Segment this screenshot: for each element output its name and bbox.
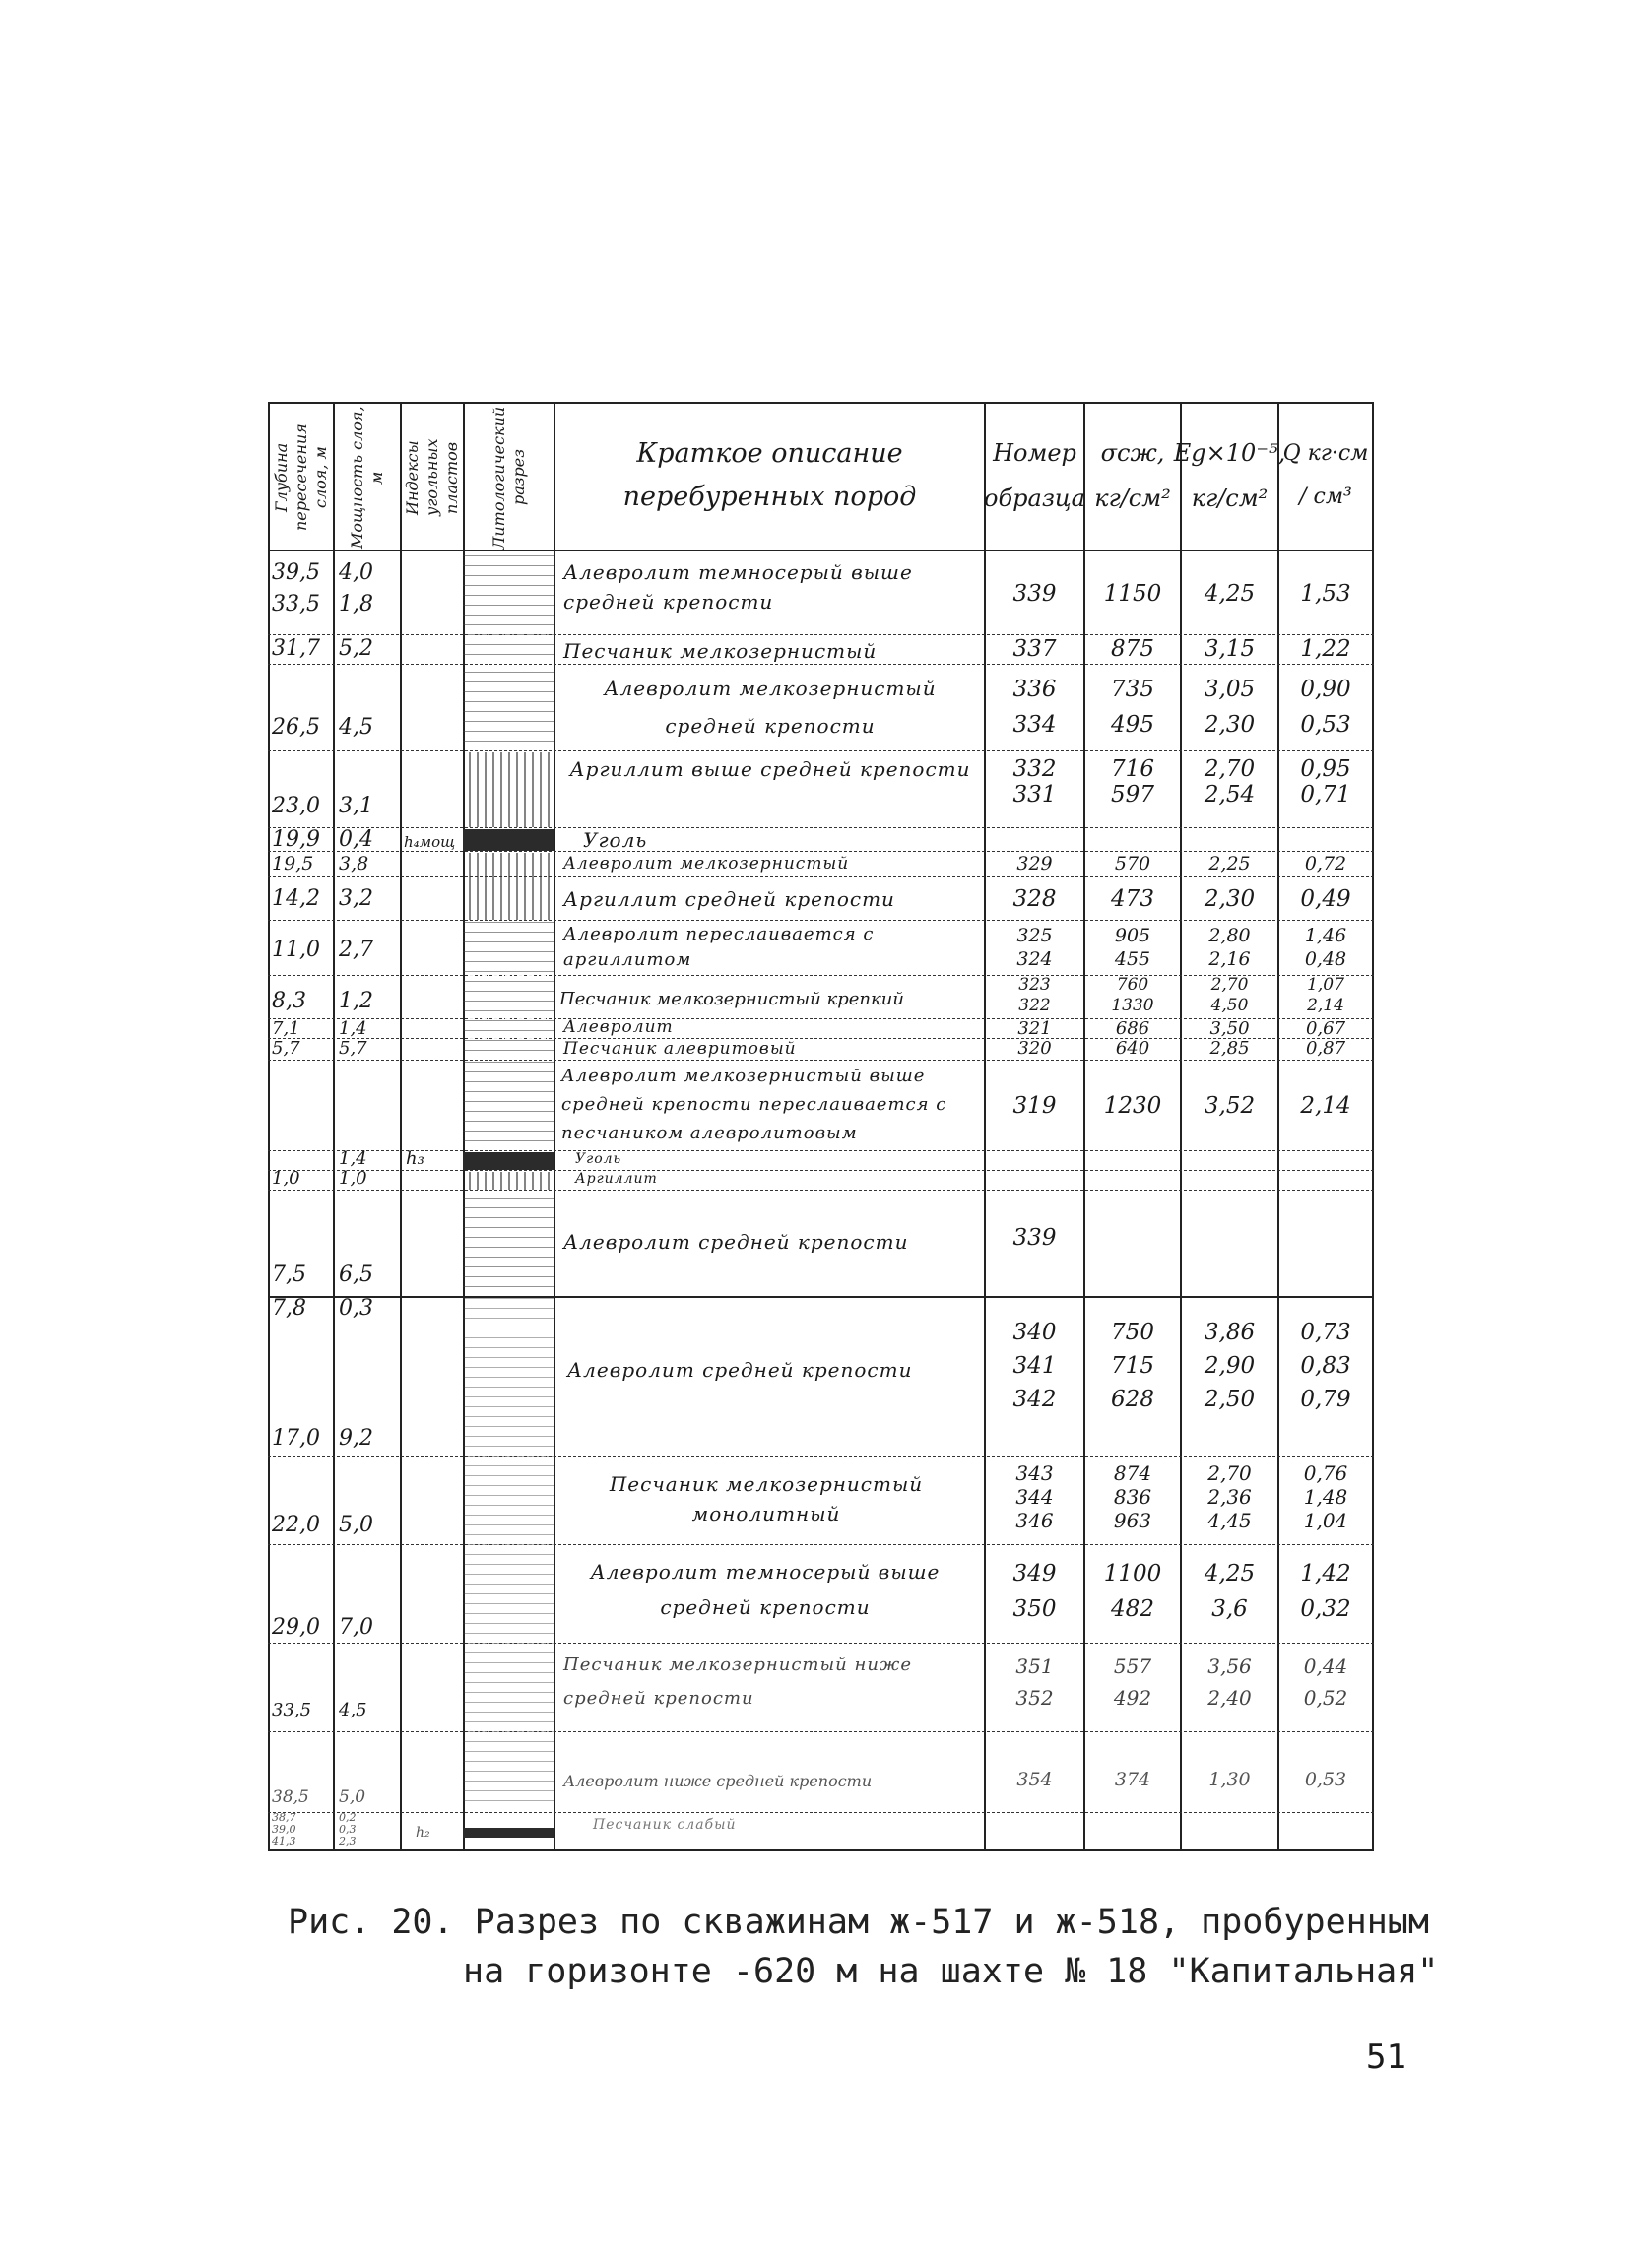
q-cell: 1,22 <box>1300 636 1351 662</box>
strength-cell: 1150 <box>1103 581 1162 607</box>
description-cell: Аргиллит средней крепости <box>563 887 895 911</box>
strength-cell: 570 <box>1114 853 1151 875</box>
thickness-cell: 5,7 <box>339 1038 367 1059</box>
figure-caption <box>288 1898 1438 1996</box>
header-thickness: Мощность слоя, м <box>348 406 386 550</box>
thickness-cell: 6,5 <box>339 1263 373 1287</box>
thickness-cell: 2,7 <box>339 938 373 962</box>
header-lithology: Литологический разрез <box>489 406 528 550</box>
description-cell: Алевролит переслаивается с аргиллитом <box>563 924 875 970</box>
sample-cell: 340 341 342 <box>1012 1320 1057 1412</box>
divider <box>1277 402 1279 1851</box>
strength-cell: 1100 482 <box>1103 1561 1162 1622</box>
divider <box>1083 402 1085 1851</box>
thickness-cell: 3,1 <box>339 794 373 818</box>
lithology-coal <box>463 1828 554 1838</box>
description-cell: Алевролит мелкозернистый <box>563 854 850 874</box>
depth-cell: 22,0 <box>272 1513 320 1537</box>
lithology-mudstone <box>463 1172 554 1190</box>
depth-cell: 1,0 <box>272 1168 300 1189</box>
q-cell: 1,42 0,32 <box>1300 1561 1351 1622</box>
sample-cell: 329 <box>1016 853 1053 875</box>
q-cell: 0,76 1,48 1,04 <box>1303 1461 1348 1532</box>
strength-cell: 735 495 <box>1111 677 1154 738</box>
sample-cell: 339 <box>1012 581 1057 607</box>
q-cell: 0,87 <box>1305 1038 1346 1059</box>
depth-cell: 5,7 <box>272 1038 300 1059</box>
depth-cell: 33,5 <box>272 1700 312 1720</box>
lithology-coal <box>463 1152 554 1170</box>
thickness-cell: 5,0 <box>339 1513 373 1537</box>
description-cell: Песчаник слабый <box>593 1817 737 1833</box>
q-cell: 0,95 0,71 <box>1300 756 1351 808</box>
description-cell: Уголь <box>575 1151 622 1167</box>
sample-cell: 321 <box>1017 1018 1052 1039</box>
modulus-cell: 3,52 <box>1204 1093 1256 1119</box>
depth-cell: 38,5 <box>272 1787 309 1807</box>
modulus-cell: 3,56 2,40 <box>1207 1654 1252 1710</box>
thickness-cell: 1,2 <box>339 989 373 1013</box>
description-cell: Алевролит <box>563 1017 674 1037</box>
divider <box>984 402 986 1851</box>
modulus-cell: 4,25 3,6 <box>1204 1561 1256 1622</box>
seam-index-cell: h₂ <box>416 1825 430 1841</box>
depth-cell: 8,3 <box>272 989 306 1013</box>
modulus-cell: 3,05 2,30 <box>1204 677 1256 738</box>
sample-cell: 337 <box>1012 636 1057 662</box>
q-cell: 0,53 <box>1304 1769 1347 1790</box>
lithology-siltstone <box>463 1192 554 1296</box>
description-cell: Алевролит средней крепости <box>567 1358 913 1382</box>
thickness-cell: 5,0 <box>339 1787 366 1807</box>
strength-cell: 905 455 <box>1114 925 1151 970</box>
lithology-mudstone <box>463 752 554 827</box>
header-strength: σсж, кг/см² <box>1094 439 1171 512</box>
lithology-siltstone <box>463 551 554 664</box>
strength-cell: 716 597 <box>1111 756 1154 808</box>
description-cell: Песчаник мелкозернистый ниже средней крепости <box>563 1654 913 1709</box>
divider <box>400 402 402 1851</box>
description-cell: Алевролит мелкозернистый средней крепости <box>604 677 937 738</box>
caption-line: Рис. 20. Разрез по скважинам ж-517 и ж-518, пробуренным <box>288 1903 1429 1942</box>
strength-cell: 1230 <box>1103 1093 1162 1119</box>
depth-cell: 39,5 33,5 <box>272 560 320 616</box>
thickness-cell: 1,4 <box>339 1148 367 1169</box>
lithology-siltstone <box>463 1062 554 1150</box>
strength-cell: 686 <box>1115 1018 1150 1039</box>
divider <box>554 402 555 1851</box>
strength-cell: 760 1330 <box>1111 975 1154 1015</box>
thickness-cell: 0,3 <box>339 1296 373 1321</box>
q-cell: 0,67 <box>1305 1018 1346 1039</box>
description-cell: Песчаник мелкозернистый крепкий <box>559 989 904 1009</box>
sample-cell: 354 <box>1016 1769 1053 1790</box>
depth-cell: 7,5 <box>272 1263 306 1287</box>
page-number: 51 <box>1366 2038 1406 2077</box>
description-cell: Алевролит средней крепости <box>563 1230 909 1254</box>
modulus-cell: 2,25 <box>1208 853 1251 875</box>
lithology-coal <box>463 829 554 851</box>
header-sample: Номер образца <box>984 439 1085 512</box>
modulus-cell: 2,70 2,54 <box>1204 756 1256 808</box>
depth-cell: 29,0 <box>272 1615 320 1640</box>
header-modulus: Eg×10⁻⁵, кг/см² <box>1173 439 1286 512</box>
sample-cell: 332 331 <box>1012 756 1057 808</box>
depth-cell: 19,9 <box>272 827 320 852</box>
modulus-cell: 3,86 2,90 2,50 <box>1204 1320 1256 1412</box>
description-cell: Песчаник алевритовый <box>563 1039 797 1059</box>
header-depth: Глубина пересечения слоя, м <box>272 423 330 532</box>
sample-cell: 336 334 <box>1012 677 1057 738</box>
q-cell: 0,44 0,52 <box>1303 1654 1348 1710</box>
q-cell: 0,72 <box>1304 853 1347 875</box>
modulus-cell: 2,70 4,50 <box>1210 975 1249 1015</box>
depth-cell: 26,5 <box>272 715 320 740</box>
thickness-cell: 3,8 <box>339 853 369 875</box>
description-cell: Аргиллит <box>575 1171 658 1187</box>
modulus-cell: 2,80 2,16 <box>1208 925 1251 970</box>
depth-cell: 14,2 <box>272 886 320 911</box>
sample-cell: 328 <box>1012 886 1057 912</box>
thickness-cell: 1,0 <box>339 1168 367 1189</box>
divider <box>1180 402 1182 1851</box>
caption-line: на горизонте -620 м на шахте № 18 "Капитальная" <box>463 1952 1439 1991</box>
thickness-cell: 4,0 1,8 <box>339 560 373 616</box>
modulus-cell: 4,25 <box>1204 581 1256 607</box>
modulus-cell: 1,30 <box>1208 1769 1251 1790</box>
strength-cell: 557 492 <box>1113 1654 1152 1710</box>
strength-cell: 640 <box>1115 1038 1150 1059</box>
lithology-siltstone <box>463 922 554 1060</box>
header-rule <box>268 550 1374 551</box>
sample-cell: 319 <box>1012 1093 1057 1119</box>
q-cell: 1,07 2,14 <box>1307 975 1344 1015</box>
strength-cell: 374 <box>1114 1769 1151 1790</box>
sample-cell: 323 322 <box>1018 975 1051 1015</box>
modulus-cell: 2,70 2,36 4,45 <box>1207 1461 1252 1532</box>
q-cell: 1,46 0,48 <box>1304 925 1347 970</box>
description-cell: Алевролит мелкозернистый выше средней крепости переслаивается с песчаником алевролитовым <box>561 1066 947 1143</box>
lithology-siltstone <box>463 1298 554 1810</box>
strength-cell: 473 <box>1111 886 1154 912</box>
depth-cell: 19,5 <box>272 853 314 875</box>
depth-cell: 7,1 <box>272 1018 300 1039</box>
lithology-mudstone <box>463 853 554 920</box>
thickness-cell: 0,2 0,3 2,3 <box>339 1811 357 1847</box>
modulus-cell: 2,85 <box>1209 1038 1250 1059</box>
depth-cell: 11,0 <box>272 938 320 962</box>
q-cell: 0,73 0,83 0,79 <box>1300 1320 1351 1412</box>
sample-cell: 351 352 <box>1015 1654 1054 1710</box>
thickness-cell: 9,2 <box>339 1426 373 1451</box>
description-cell: Алевролит темносерый выше средней крепости <box>563 560 913 614</box>
sample-cell: 325 324 <box>1016 925 1053 970</box>
thickness-cell: 1,4 <box>339 1018 367 1039</box>
modulus-cell: 3,15 <box>1204 636 1256 662</box>
thickness-cell: 7,0 <box>339 1615 373 1640</box>
sample-cell: 349 350 <box>1012 1561 1057 1622</box>
q-cell: 1,53 <box>1300 581 1351 607</box>
strength-cell: 750 715 628 <box>1111 1320 1154 1412</box>
thickness-cell: 0,4 <box>339 827 373 852</box>
header-q: Q кг·см / см³ <box>1282 441 1369 509</box>
description-cell: Аргиллит выше средней крепости <box>569 757 971 781</box>
header-seam-index: Индексы угольных пластов <box>403 438 461 517</box>
lithology-siltstone <box>463 666 554 750</box>
q-cell: 0,49 <box>1300 886 1351 912</box>
modulus-cell: 3,50 <box>1209 1018 1250 1039</box>
depth-cell: 23,0 <box>272 794 320 818</box>
thickness-cell: 4,5 <box>339 715 373 740</box>
strength-cell: 874 836 963 <box>1113 1461 1152 1532</box>
divider <box>333 402 335 1851</box>
sample-cell: 339 <box>1012 1225 1057 1251</box>
depth-cell: 38,7 39,0 41,3 <box>272 1811 296 1847</box>
q-cell: 2,14 <box>1300 1093 1351 1119</box>
depth-cell: 7,8 <box>272 1296 306 1321</box>
depth-cell: 17,0 <box>272 1426 320 1451</box>
modulus-cell: 2,30 <box>1204 886 1256 912</box>
depth-cell: 31,7 <box>272 636 320 661</box>
section-table <box>268 402 1374 1851</box>
header-description: Краткое описание перебуренных пород <box>622 438 917 512</box>
seam-index-cell: h₃ <box>406 1148 424 1169</box>
thickness-cell: 5,2 <box>339 636 373 661</box>
thickness-cell: 3,2 <box>339 886 373 911</box>
q-cell: 0,90 0,53 <box>1300 677 1351 738</box>
description-cell: Песчаник мелкозернистый <box>563 639 878 663</box>
description-cell: Уголь <box>583 828 648 852</box>
seam-index-cell: h₄мощ <box>404 833 456 851</box>
description-cell: Алевролит ниже средней крепости <box>563 1772 873 1790</box>
description-cell: Алевролит темносерый выше средней крепости <box>590 1560 941 1619</box>
strength-cell: 875 <box>1111 636 1154 662</box>
sample-cell: 343 344 346 <box>1015 1461 1054 1532</box>
description-cell: Песчаник мелкозернистый монолитный <box>609 1472 924 1525</box>
sample-cell: 320 <box>1017 1038 1052 1059</box>
thickness-cell: 4,5 <box>339 1700 367 1720</box>
